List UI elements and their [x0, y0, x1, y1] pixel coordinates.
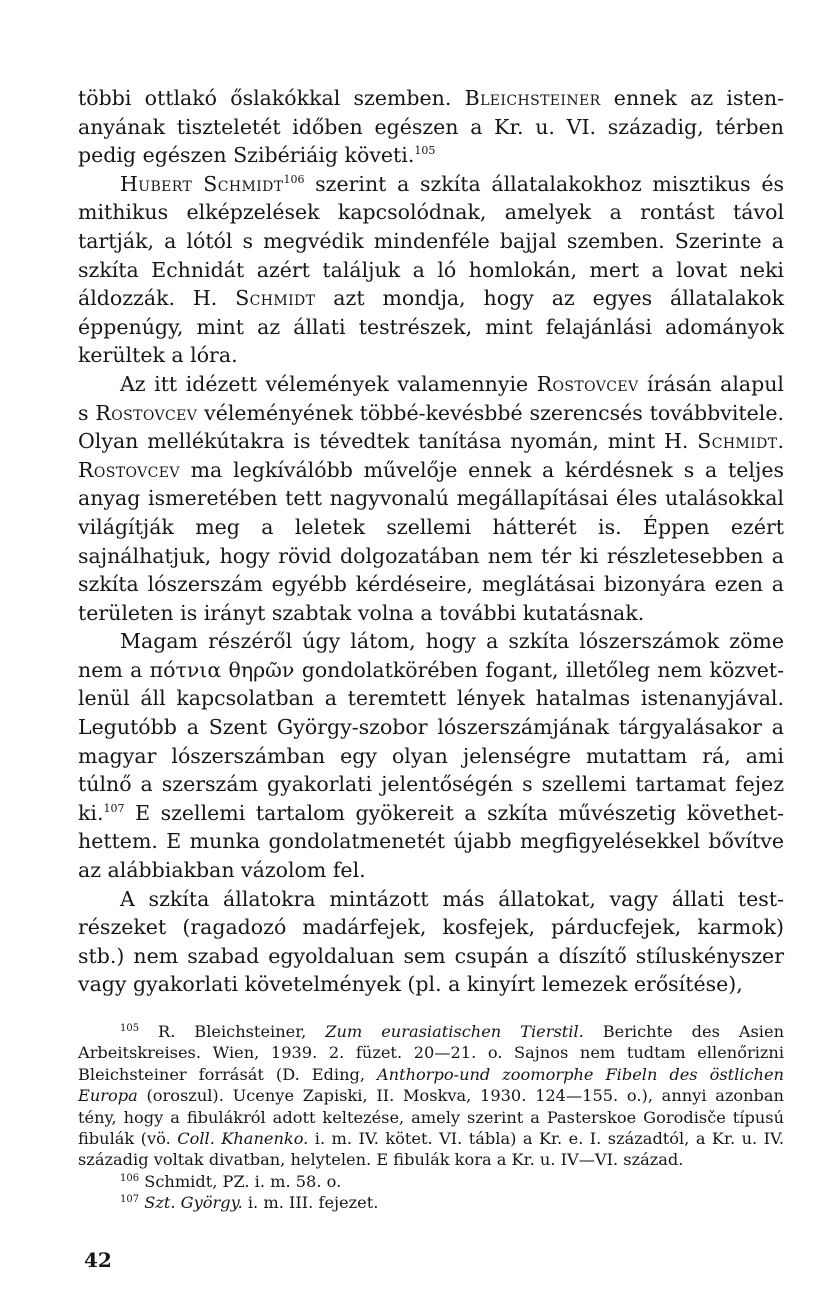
author-name: Bleichsteiner: [464, 86, 601, 110]
italic-title: Szt. György.: [144, 1193, 243, 1213]
text-run: szerint a szkíta állatalakokhoz misztikus és mithikus elképzelések kapcsolódnak, amelyek a rontást távol tartják, a lótól s megvédik mindenféle bajjal szemben. Szerinte a szkíta Echnidát azért találjuk a ló homlokán, mert a lovat neki áldozzák. H.: [78, 171, 784, 311]
paragraph: [78, 370, 784, 627]
text-run: i. m. III. fejezet.: [242, 1193, 379, 1213]
footnote: [78, 1021, 784, 1171]
text-run: (oroszul). Ucenye Zapiski, II. Moskva, 1930. 124—155. o.), annyi azonban tény, hogy a fibulákról adott keltezése, amely szerint a Pasterskoe Gorodisče típusú fibulák (vö.: [78, 1086, 784, 1149]
footnote-ref: 105: [414, 144, 436, 158]
text-run: ma legkíválóbb művelője ennek a kérdésnek s a teljes anyag ismeretében tett nagyvonalú megállapításai éles utalásokkal világítják meg a leletek szellemi hátterét is. Éppen ezért sajnálhatjuk, hogy rövid dolgozatában nem tér ki részletesebben a szkíta lószerszám egyébb kérdéseire, meglátásai bizonyára ezen a területen is irányt szabtak volna a további kutatásnak.: [78, 457, 784, 625]
footnote-ref: 106: [120, 1172, 140, 1184]
footnotes: [78, 1021, 784, 1214]
paragraph: [78, 84, 784, 170]
text-run: véleményének többé-kevésbbé szerencsés továbbvitele. Olyan mellékútakra is tévedtek tanítása nyomán, mint H.: [78, 400, 785, 454]
page-number: 42: [84, 1248, 112, 1272]
author-name: Schmidt: [697, 429, 778, 454]
text-run: R. Bleichsteiner,: [139, 1022, 326, 1041]
page: [78, 84, 784, 1214]
paragraph: [78, 885, 784, 999]
footnote: [78, 1192, 784, 1213]
text-run: .: [777, 429, 784, 454]
author-name: Hubert Schmidt: [120, 171, 284, 196]
text-run: i. m. IV. kötet. VI. tábla) a Kr. e. I. századtól, a Kr. u. IV. századig voltak divatban, helytelen. E fibulák kora a Kr. u. IV—VI. század.: [78, 1129, 784, 1170]
footnote-ref: 106: [283, 172, 305, 186]
text-run: ennek az istenanyának tiszteletét időben egészen a Kr. u. VI. századig, térben pedig egészen Szibériáig követi.: [78, 86, 785, 168]
italic-title: Anthorpo-und zoomorphe Fibeln des östlichen Europa: [78, 1064, 784, 1106]
paragraph: [78, 170, 784, 370]
italic-title: Zum eurasiatischen Tierstil.: [325, 1022, 584, 1041]
paragraph: [78, 627, 784, 884]
author-name: Schmidt: [235, 286, 316, 311]
italic-title: Coll. Khanenko.: [177, 1129, 309, 1149]
text-run: E szellemi tartalom gyökereit a szkíta művészetig követhethettem. E munka gondolatmenetét újabb megfigyelésekkel bővítve az alábbiakban vázolom fel.: [78, 800, 784, 883]
footnote: [78, 1171, 784, 1192]
text-run: Magam részéről úgy látom, hogy a szkíta lószerszámok zöme nem a πότνια θηρῶν gondolatkörében fogant, illetőleg nem közvetlenül áll kapcsolatban a teremtett lények hatalmas istenanyjával. Legutóbb a Szent György-szobor lószerszámjának tárgyalásakor a magyar lószerszámban egy olyan jelenségre mutattam rá, ami túlnő a szerszám gyakorlati jelentőségén s szellemi tartamat fejez ki.: [78, 629, 784, 825]
author-name: Rostovcev: [78, 457, 180, 482]
text-run: Schmidt, PZ. i. m. 58. o.: [139, 1171, 342, 1191]
footnote-ref: 107: [120, 1194, 140, 1206]
text-run: Az itt idézett vélemények valamennyie: [120, 371, 537, 396]
text-run: A szkíta állatokra mintázott más állatokat, vagy állati testrészeket (ragadozó madárfejek, kosfejek, párducfejek, karmok) stb.) nem szabad egyoldaluan sem csupán a díszítő stíluskényszer vagy gyakorlati követelmények (pl. a kinyírt lemezek erősítése),: [78, 886, 784, 997]
author-name: Rostovcev: [95, 400, 198, 425]
text-run: azt mondja, hogy az egyes állatalakok éppenúgy, mint az állati testrészek, mint felajánlási adományok kerültek a lóra.: [78, 286, 784, 368]
footnote-ref: 107: [103, 801, 125, 815]
footnote-ref: 105: [120, 1023, 140, 1034]
text-run: írásán alapul s: [78, 371, 784, 425]
body-text: [78, 84, 784, 999]
author-name: Rostovcev: [536, 371, 639, 396]
text-run: többi ottlakó őslakókkal szemben.: [78, 86, 465, 110]
text-run: Berichte des Asien Arbeitskreises. Wien, 1939. 2. füzet. 20—21. o. Sajnos nem tudtam ellenőrizni Bleichsteiner forrását (D. Eding,: [78, 1022, 784, 1084]
